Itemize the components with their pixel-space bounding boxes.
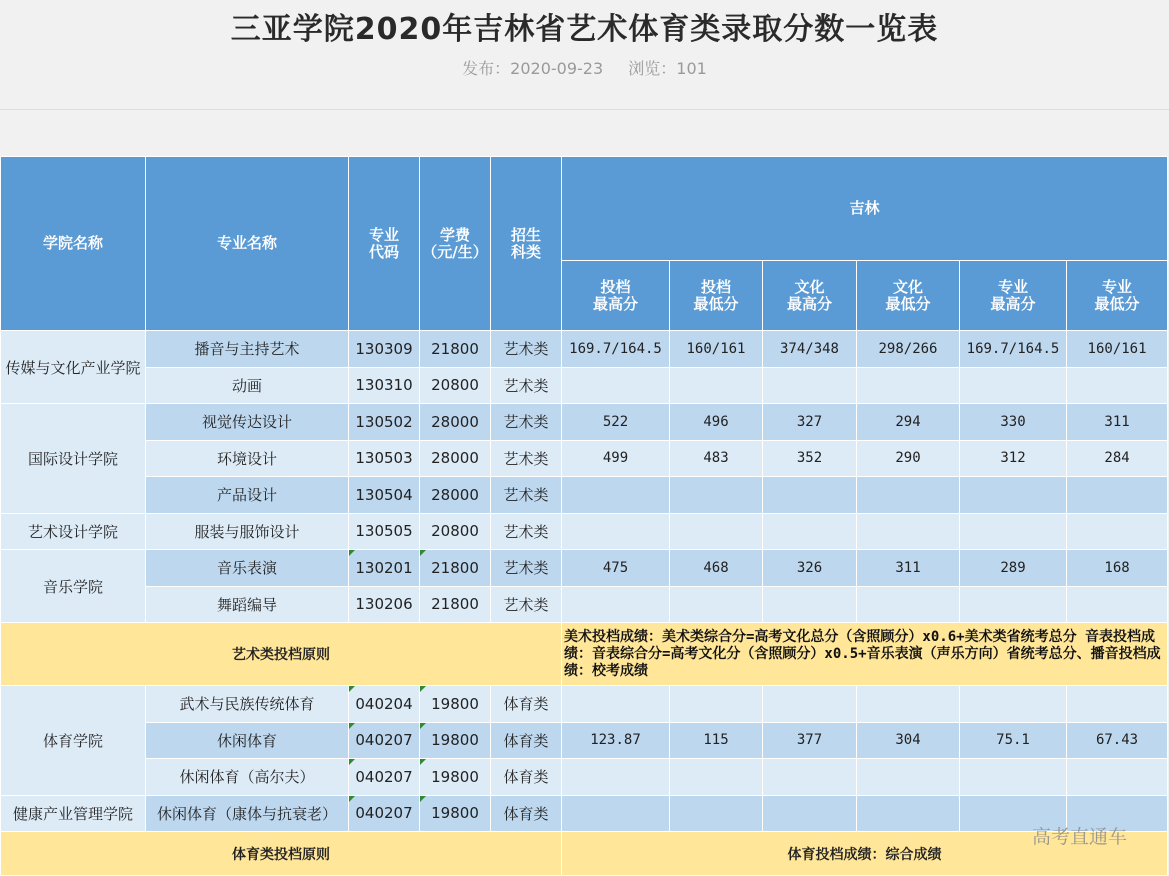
table-row (1, 722, 1168, 759)
score-4 (960, 477, 1067, 514)
score-4 (960, 586, 1067, 623)
score-2 (763, 795, 857, 832)
major-name: 舞蹈编导 (146, 586, 349, 623)
table-row (1, 795, 1168, 832)
major-name: 视觉传达设计 (146, 404, 349, 441)
major-name: 休闲体育（康体与抗衰老） (146, 795, 349, 832)
score-5 (1067, 759, 1168, 796)
article-meta (0, 56, 1169, 79)
score-0: 123.87 (562, 722, 670, 759)
score-5: 284 (1067, 440, 1168, 477)
sport-rule-text: 体育投档成绩：综合成绩 (562, 832, 1168, 876)
header-sub-3: 文化 最低分 (857, 261, 960, 331)
header-sub-1: 投档 最低分 (670, 261, 763, 331)
sport-rule-label: 体育类投档原则 (1, 832, 562, 876)
major-code: 130502 (349, 404, 420, 441)
header-fee: 学费 （元/生） (420, 157, 491, 331)
score-0: 499 (562, 440, 670, 477)
table-row (1, 550, 1168, 587)
major-code: 040204 (349, 686, 420, 723)
major-name: 休闲体育 (146, 722, 349, 759)
category: 体育类 (491, 759, 562, 796)
score-0: 169.7/164.5 (562, 331, 670, 368)
score-3 (857, 686, 960, 723)
score-2: 374/348 (763, 331, 857, 368)
score-0 (562, 586, 670, 623)
view-count: 浏览：101 (628, 59, 707, 78)
score-1 (670, 759, 763, 796)
divider (0, 109, 1169, 110)
art-rule-label: 艺术类投档原则 (1, 623, 562, 686)
header-code: 专业 代码 (349, 157, 420, 331)
score-2: 352 (763, 440, 857, 477)
score-5 (1067, 477, 1168, 514)
score-0 (562, 686, 670, 723)
score-0: 475 (562, 550, 670, 587)
score-2 (763, 686, 857, 723)
score-4 (960, 686, 1067, 723)
category: 体育类 (491, 722, 562, 759)
score-4 (960, 759, 1067, 796)
score-5: 67.43 (1067, 722, 1168, 759)
score-5 (1067, 367, 1168, 404)
college-name: 体育学院 (1, 686, 146, 796)
major-name: 休闲体育（高尔夫） (146, 759, 349, 796)
score-0 (562, 759, 670, 796)
category: 艺术类 (491, 477, 562, 514)
score-3 (857, 759, 960, 796)
tuition-fee: 21800 (420, 550, 491, 587)
header-sub-5: 专业 最低分 (1067, 261, 1168, 331)
table-row (1, 440, 1168, 477)
score-3: 304 (857, 722, 960, 759)
score-5: 168 (1067, 550, 1168, 587)
header-sub-2: 文化 最高分 (763, 261, 857, 331)
score-5 (1067, 586, 1168, 623)
major-name: 环境设计 (146, 440, 349, 477)
score-4: 330 (960, 404, 1067, 441)
score-3 (857, 367, 960, 404)
score-2: 326 (763, 550, 857, 587)
score-1 (670, 513, 763, 550)
score-2: 327 (763, 404, 857, 441)
score-1 (670, 586, 763, 623)
score-2 (763, 586, 857, 623)
category: 艺术类 (491, 367, 562, 404)
admission-score-table (0, 156, 1168, 876)
category: 艺术类 (491, 331, 562, 368)
score-2 (763, 759, 857, 796)
college-name: 音乐学院 (1, 550, 146, 623)
score-1: 160/161 (670, 331, 763, 368)
score-0 (562, 795, 670, 832)
table-row (1, 331, 1168, 368)
major-code: 130310 (349, 367, 420, 404)
category: 艺术类 (491, 513, 562, 550)
score-4: 169.7/164.5 (960, 331, 1067, 368)
major-code: 130505 (349, 513, 420, 550)
tuition-fee: 19800 (420, 795, 491, 832)
major-code: 040207 (349, 759, 420, 796)
score-2 (763, 367, 857, 404)
college-name: 艺术设计学院 (1, 513, 146, 550)
major-name: 音乐表演 (146, 550, 349, 587)
table-row (1, 586, 1168, 623)
college-name: 国际设计学院 (1, 404, 146, 514)
score-0 (562, 367, 670, 404)
category: 艺术类 (491, 440, 562, 477)
college-name: 健康产业管理学院 (1, 795, 146, 832)
score-5 (1067, 513, 1168, 550)
header-province: 吉林 (562, 157, 1168, 261)
header-sub-4: 专业 最高分 (960, 261, 1067, 331)
major-code: 130201 (349, 550, 420, 587)
category: 体育类 (491, 795, 562, 832)
table-row (1, 513, 1168, 550)
category: 艺术类 (491, 550, 562, 587)
score-4: 289 (960, 550, 1067, 587)
table-row (1, 404, 1168, 441)
score-1 (670, 367, 763, 404)
score-3 (857, 586, 960, 623)
tuition-fee: 28000 (420, 477, 491, 514)
score-3 (857, 795, 960, 832)
score-5 (1067, 686, 1168, 723)
tuition-fee: 21800 (420, 586, 491, 623)
table-row (1, 367, 1168, 404)
score-3: 298/266 (857, 331, 960, 368)
score-1: 496 (670, 404, 763, 441)
tuition-fee: 28000 (420, 440, 491, 477)
tuition-fee: 19800 (420, 759, 491, 796)
publish-date: 发布：2020-09-23 (462, 59, 604, 78)
score-2: 377 (763, 722, 857, 759)
art-rule-text: 美术投档成绩：美术类综合分=高考文化总分（含照顾分）x0.6+美术类省统考总分 音表投档成绩：音表综合分=高考文化分（含照顾分）x0.5+音乐表演（声乐方向）省统考总分、播音投档成绩：校考成绩 (562, 623, 1168, 686)
tuition-fee: 19800 (420, 722, 491, 759)
major-name: 动画 (146, 367, 349, 404)
score-3: 290 (857, 440, 960, 477)
score-5: 160/161 (1067, 331, 1168, 368)
major-code: 040207 (349, 795, 420, 832)
college-name: 传媒与文化产业学院 (1, 331, 146, 404)
watermark: 高考直通车 (1032, 826, 1128, 848)
tuition-fee: 20800 (420, 513, 491, 550)
table-row (1, 686, 1168, 723)
score-4: 312 (960, 440, 1067, 477)
category: 艺术类 (491, 404, 562, 441)
tuition-fee: 28000 (420, 404, 491, 441)
score-0: 522 (562, 404, 670, 441)
major-code: 130206 (349, 586, 420, 623)
major-code: 130309 (349, 331, 420, 368)
major-name: 服装与服饰设计 (146, 513, 349, 550)
major-code: 130503 (349, 440, 420, 477)
score-1 (670, 477, 763, 514)
score-1 (670, 795, 763, 832)
category: 艺术类 (491, 586, 562, 623)
major-code: 130504 (349, 477, 420, 514)
score-4: 75.1 (960, 722, 1067, 759)
score-1 (670, 686, 763, 723)
score-2 (763, 513, 857, 550)
score-1: 115 (670, 722, 763, 759)
score-3: 294 (857, 404, 960, 441)
header-college: 学院名称 (1, 157, 146, 331)
tuition-fee: 19800 (420, 686, 491, 723)
table-row (1, 477, 1168, 514)
header-category: 招生 科类 (491, 157, 562, 331)
table-row (1, 759, 1168, 796)
major-code: 040207 (349, 722, 420, 759)
score-4 (960, 513, 1067, 550)
score-2 (763, 477, 857, 514)
tuition-fee: 21800 (420, 331, 491, 368)
score-3: 311 (857, 550, 960, 587)
header-major: 专业名称 (146, 157, 349, 331)
score-3 (857, 477, 960, 514)
score-4 (960, 367, 1067, 404)
score-0 (562, 477, 670, 514)
category: 体育类 (491, 686, 562, 723)
header-sub-0: 投档 最高分 (562, 261, 670, 331)
major-name: 播音与主持艺术 (146, 331, 349, 368)
score-1: 483 (670, 440, 763, 477)
major-name: 产品设计 (146, 477, 349, 514)
score-0 (562, 513, 670, 550)
major-name: 武术与民族传统体育 (146, 686, 349, 723)
score-5: 311 (1067, 404, 1168, 441)
score-1: 468 (670, 550, 763, 587)
tuition-fee: 20800 (420, 367, 491, 404)
score-3 (857, 513, 960, 550)
page-title: 三亚学院2020年吉林省艺术体育类录取分数一览表 (230, 12, 939, 47)
